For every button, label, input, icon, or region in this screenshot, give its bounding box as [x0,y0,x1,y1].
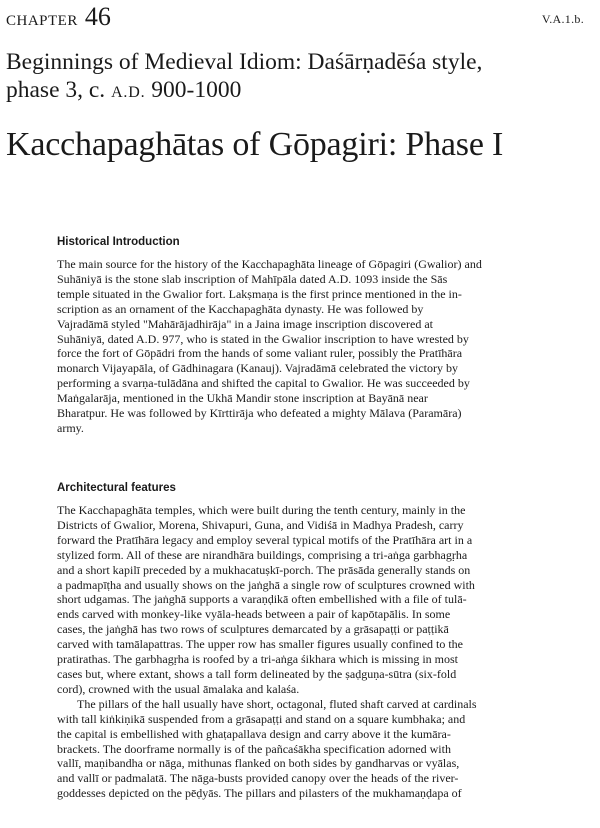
text-line: The pillars of the hall usually have short, octagonal, fluted shaft carved at cardinals [77,696,477,711]
text-line: monarch Vijayapāla, of Gādhinagara (Kanauj). Vajradāmā celebrated the victory by [57,361,458,376]
subtitle-phase: phase 3, c. [6,77,112,103]
text-line: short udgamas. The jaṅghā supports a varaṇḍikā often embellished with a file of tulā- [57,592,467,607]
paragraph [57,257,596,436]
text-line: a padmapīṭha and usually shows on the jaṅghā a single row of sculptures crowned with [57,577,475,592]
text-line: forward the Pratīhāra legacy and employ several typical motifs of the Pratīhāra art in a [57,532,473,547]
text-line: with tall kiṅkiṇikā suspended from a grāsapaṭṭi and stand on a square kumbhaka; and [57,711,466,726]
text-line: Bharatpur. He was followed by Kīrttirāja who defeated a mighty Mālava (Paramāra) [57,406,462,421]
text-line: cases but, where extant, shows a tall form delineated by the ṣaḍguṇa-sūtra (six-fold [57,666,457,681]
text-line: and vallī or padmalatā. The nāga-busts provided canopy over the heads of the river- [57,771,459,786]
chapter-subtitle [6,48,596,107]
text-line: pratirathas. The garbhagṛha is roofed by a tri-aṅga śikhara which is missing in most [57,652,459,667]
text-line: The Kacchapaghāta temples, which were built during the tenth century, mainly in the [57,503,466,517]
text-line: temple situated in the Gwalior fort. Lakṣmaṇa is the first prince mentioned in the in- [57,286,462,301]
text-line: the capital is embellished with ghaṭapallava design and carry above it the kumāra- [57,726,451,741]
text-line: vallī, maṇibandha or nāga, mithunas flanked on both sides by gandharvas or vyālas, [57,756,460,771]
text-line: goddesses depicted on the pēḍyās. The pillars and pilasters of the mukhamaṇḍapa of [57,786,462,801]
text-line: Districts of Gwalior, Morena, Shivapuri, Guna, and Vidiśā in Madhya Pradesh, carry [57,517,464,532]
paragraph [57,503,596,801]
text-line: stylized form. All of these are nirandhāra buildings, comprising a tri-aṅga garbhagṛha [57,547,468,562]
text-line: brackets. The doorframe normally is of the pañcaśākha specification adorned with [57,741,451,756]
subtitle-era: A.D. [111,84,146,101]
subtitle-line-2 [6,76,596,107]
text-line: scription as an ornament of the Kacchapaghāta dynasty. He was followed by [57,301,424,316]
chapter-number: 46 [84,2,111,31]
text-line: ends carved with monkey-like vyāla-heads between a pair of kapōtapālis. In some [57,607,451,622]
page-title: Kacchapaghātas of Gōpagiri: Phase I [6,126,504,163]
subtitle-dates: 900-1000 [145,77,242,103]
text-line: performing a svarṇa-tulādāna and shifted the capital to Gwalior. He was succeeded by [57,376,470,391]
section-heading: Architectural features [57,482,176,494]
text-line: Suhāniyā is the stone slab inscription of Mahīpāla dated A.D. 1093 inside the Sās [57,271,448,286]
text-line: and a short kapilī preceded by a mukhacatuṣkī-porch. The prāsāda generally stands on [57,562,471,577]
text-line: Suhāniyā, dated A.D. 977, who is stated in the Gwalior inscription to have wrested by [57,331,469,346]
section-heading: Historical Introduction [57,236,180,248]
text-line: Vajradāmā styled "Mahārājadhirāja" in a Jaina image inscription discovered at [57,316,433,331]
text-line: force the fort of Gōpādri from the hands of some valiant ruler, possibly the Pratīhāra [57,346,463,361]
chapter-word: CHAPTER [6,13,78,29]
subtitle-line-1: Beginnings of Medieval Idiom: Daśārṇadēśa style, [6,49,483,75]
text-line: cord), crowned with the usual āmalaka and kalaśa. [57,681,300,696]
section-architectural-features [57,482,596,801]
section-reference: V.A.1.b. [541,12,584,26]
text-line: Maṅgalarāja, mentioned in the Ukhā Mandir stone inscription at Bayānā near [57,391,428,406]
chapter-label [6,2,111,32]
text-line: carved with tamālapattras. The upper row has smaller figures usually confined to the [57,637,463,652]
text-line: The main source for the history of the Kacchapaghāta lineage of Gōpagiri (Gwalior) and [57,257,482,271]
text-line: army. [57,420,84,435]
section-historical-introduction [57,236,596,436]
text-line: cases, the jaṅghā has two rows of sculptures demarcated by a grāsapaṭṭi or paṭṭikā [57,622,449,637]
